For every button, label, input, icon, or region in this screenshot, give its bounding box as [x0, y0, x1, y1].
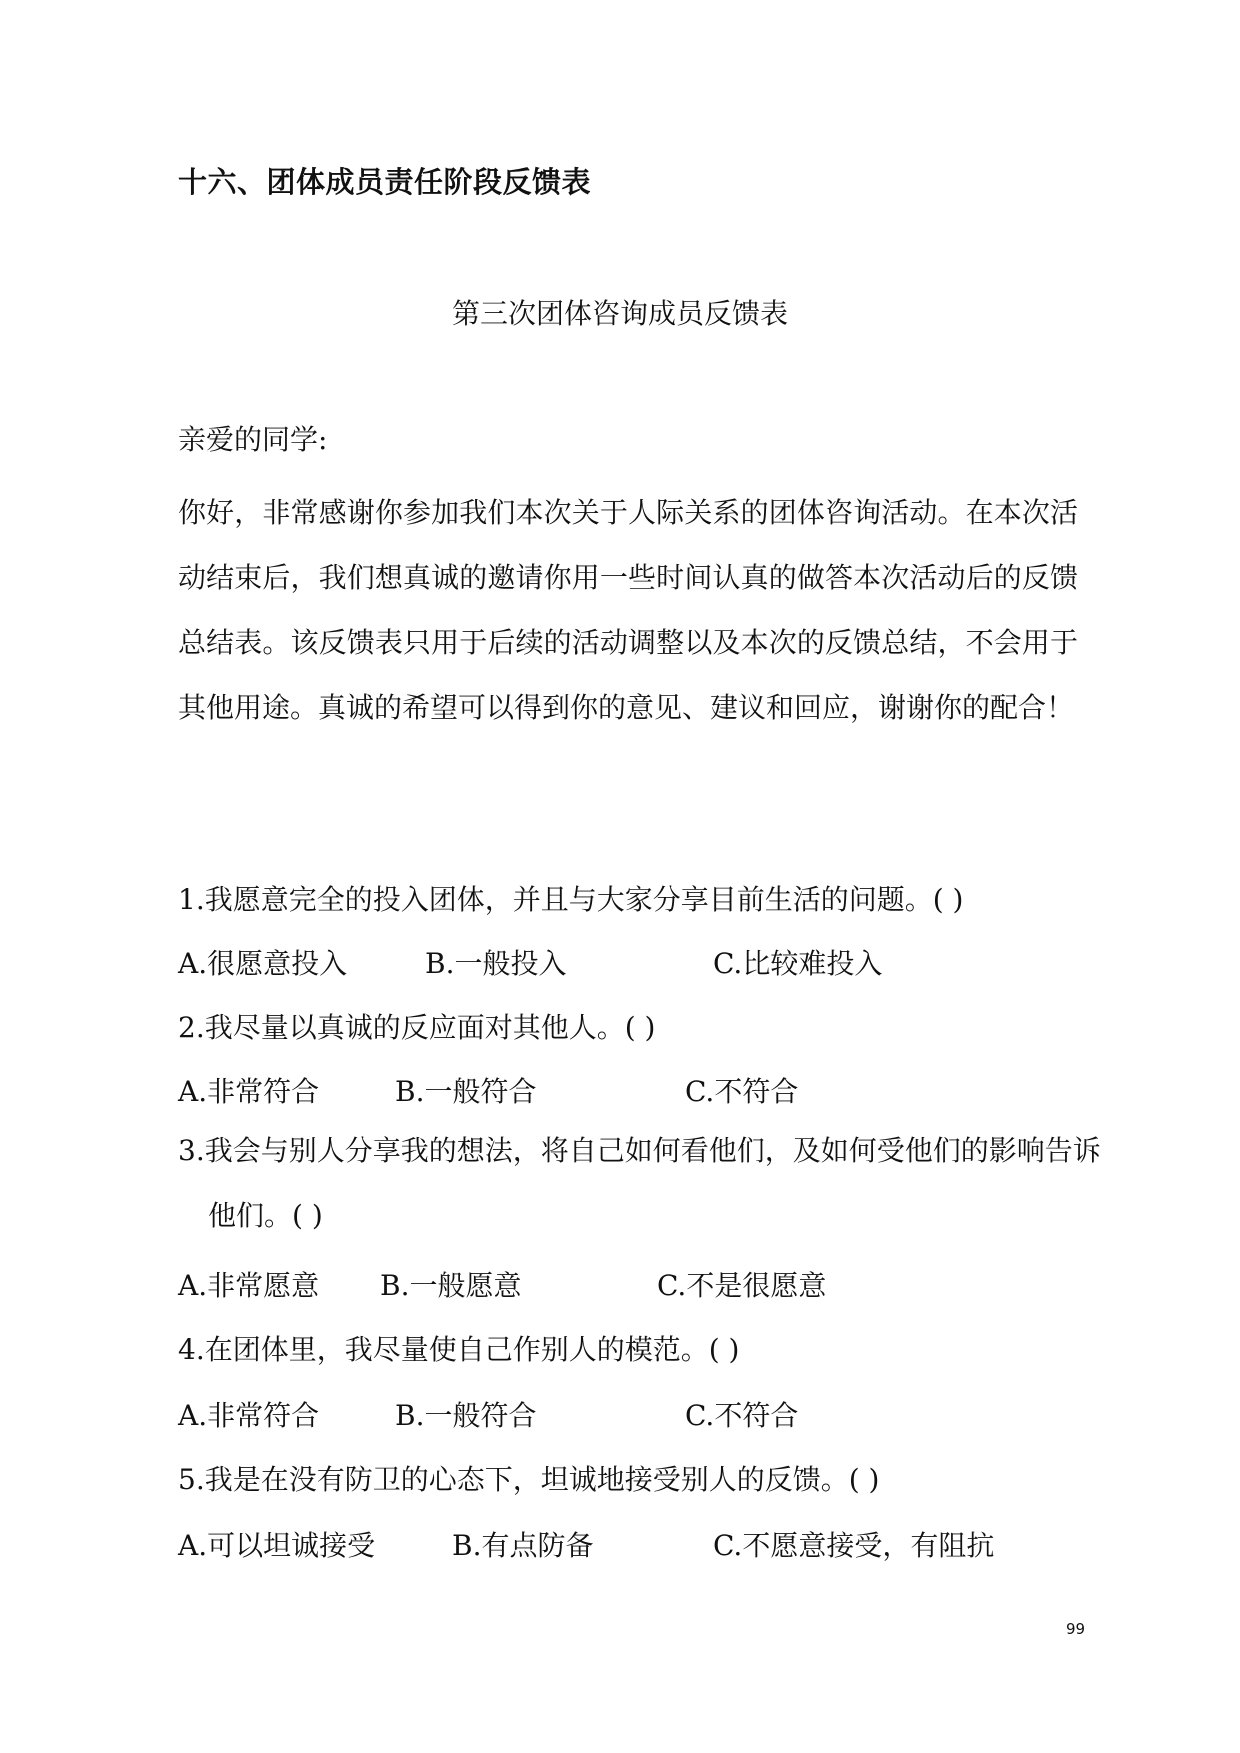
question-3: 3.我会与别人分享我的想法，将自己如何看他们，及如何受他们的影响告诉他们。( ) — [178, 1134, 1101, 1232]
question-2-option-c: C.不符合 — [685, 1075, 799, 1108]
salutation: 亲爱的同学: — [178, 423, 328, 456]
question-4-option-b: B.一般符合 — [395, 1399, 537, 1432]
form-title: 第三次团体咨询成员反馈表 — [451, 297, 788, 330]
question-1-option-b: B.一般投入 — [425, 947, 567, 980]
question-4-option-c: C.不符合 — [685, 1399, 799, 1432]
question-2-option-a: A.非常符合 — [178, 1075, 320, 1108]
section-heading: 十六、团体成员责任阶段反馈表 — [178, 165, 592, 199]
question-5: 5.我是在没有防卫的心态下，坦诚地接受别人的反馈。( ) — [178, 1463, 880, 1496]
question-3-option-b: B.一般愿意 — [380, 1269, 522, 1302]
question-1: 1.我愿意完全的投入团体，并且与大家分享目前生活的问题。( ) — [178, 883, 964, 916]
question-5-option-c: C.不愿意接受，有阻抗 — [713, 1529, 995, 1562]
question-2-option-b: B.一般符合 — [395, 1075, 537, 1108]
question-4: 4.在团体里，我尽量使自己作别人的模范。( ) — [178, 1333, 740, 1366]
question-5-option-a: A.可以坦诚接受 — [178, 1529, 376, 1562]
question-5-option-b: B.有点防备 — [452, 1529, 594, 1562]
question-3-option-a: A.非常愿意 — [178, 1269, 320, 1302]
question-4-option-a: A.非常符合 — [178, 1399, 320, 1432]
intro-paragraph: 你好，非常感谢你参加我们本次关于人际关系的团体咨询活动。在本次活动结束后，我们想真诚的邀请你用一些时间认真的做答本次活动后的反馈总结表。该反馈表只用于后续的活动调整以及本次的反馈总结，不会用于其他用途。真诚的希望可以得到你的意见、建议和回应，谢谢你的配合！ — [178, 496, 1078, 724]
question-3-option-c: C.不是很愿意 — [657, 1269, 827, 1302]
page-number: 99 — [1066, 1620, 1086, 1638]
question-1-option-c: C.比较难投入 — [713, 947, 883, 980]
question-2: 2.我尽量以真诚的反应面对其他人。( ) — [178, 1011, 656, 1044]
question-1-option-a: A.很愿意投入 — [178, 947, 348, 980]
